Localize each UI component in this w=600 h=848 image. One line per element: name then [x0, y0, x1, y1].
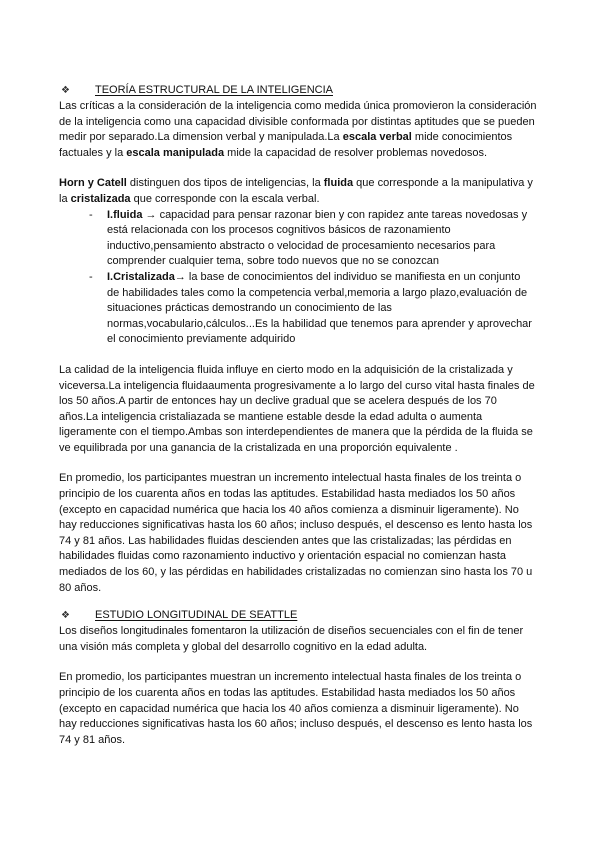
diamond-bullet-icon: ❖ — [61, 85, 70, 97]
paragraph-criticas: Las críticas a la consideración de la inteligencia como medida única promovieron la consideración de la inteligencia como una capacidad divisible conformada por distintas aptitudes que se pueden medir por separado.La dimension verbal y manipulada.La escala verbal mide conocimientos factuales y la escala manipulada mide la capacidad de resolver problemas novedosos. — [59, 100, 537, 159]
paragraph-promedio-2: En promedio, los participantes muestran un incremento intelectual hasta finales de los treinta o principio de los cuarenta años en todas las aptitudes. Estabilidad hasta mediados los 50 años (excepto en capacidad numérica que hacia los 40 años comienza a disminuir ligeramente). No hay reducciones significativas hasta los 60 años; incluso después, el descenso es lento hasta los 74 y 81 años. — [59, 671, 533, 746]
section-title: TEORÍA ESTRUCTURAL DE LA INTELIGENCIA — [95, 84, 333, 97]
paragraph-horn-catell: Horn y Catell distinguen dos tipos de inteligencias, la fluida que corresponde a la manipulativa y la cristalizada que corresponde con la escala verbal. — [59, 177, 533, 205]
section-heading-seattle — [59, 608, 537, 624]
section-heading-teoria — [59, 83, 537, 99]
intelligence-types-list — [59, 208, 537, 348]
dash-bullet: - — [89, 270, 93, 283]
diamond-bullet-icon: ❖ — [61, 610, 70, 622]
paragraph-calidad: La calidad de la inteligencia fluida influye en cierto modo en la adquisición de la cristalizada y viceversa.La inteligencia fluidaaumenta progresivamente a lo largo del curso vital hasta finales de los 50 años.A partir de entonces hay un declive gradual que se acelera después de los 70 años.La inteligencia cristaliazada se mantiene estable desde la edad adulta o aumenta ligeramente con el tiempo.Ambas son interdependientes de manera que la pérdida de la fluida se ve equilibrada por una ganancia de la cristalizada en una proporción equivalente . — [59, 363, 535, 454]
dash-bullet: - — [89, 208, 93, 221]
paragraph-disenos: Los diseños longitudinales fomentaron la utilización de diseños secuenciales con el fin de tener una visión más completa y global del desarrollo cognitivo en la edad adulta. — [59, 625, 524, 653]
document-page — [59, 83, 537, 748]
section-title: ESTUDIO LONGITUDINAL DE SEATTLE — [95, 609, 298, 622]
list-item-fluida: - I.fluida → capacidad para pensar razonar bien y con rapidez ante tareas novedosas y está relacionada con los procesos cognitivos básicos de razonamiento inductivo,pensamiento abstracto o velocidad de procesamiento necesarios para comprender cualquier tema, sobre todo nuevos que no se conozcan — [89, 208, 528, 268]
list-item-cristalizada: - I.Cristalizada→ la base de conocimientos del individuo se manifiesta en un conjunto de habilidades tales como la competencia verbal,memoria a largo plazo,evaluación de situaciones prácticas demostrando un conocimiento de las normas,vocabulario,cálculos...Es la habilidad que tenemos para aprender y aprovechar el conocimiento previamente adquirido — [89, 270, 532, 346]
paragraph-promedio: En promedio, los participantes muestran un incremento intelectual hasta finales de los treinta o principio de los cuarenta años en todas las aptitudes. Estabilidad hasta mediados los 50 años (excepto en capacidad numérica que hacia los 40 años comienza a disminuir ligeramente). No hay reducciones significativas hasta los 60 años; incluso después, el descenso es lento hasta los 74 y 81 años. Las habilidades fluidas descienden antes que las cristalizadas; las pérdidas en habilidades fluidas como razonamiento inductivo y orientación espacial no comienzan hasta mediados de los 60, y las pérdidas en habilidades cristalizadas no comienzan sino hasta los 70 u 80 años. — [59, 472, 533, 594]
